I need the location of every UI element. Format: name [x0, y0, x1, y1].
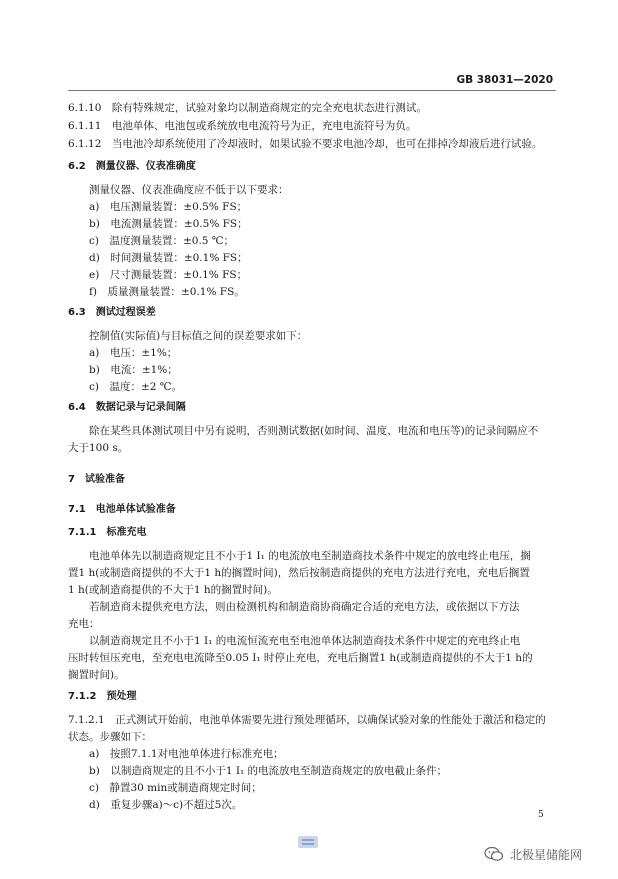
list-item: b) 电流：±1%； [89, 364, 178, 376]
paragraph-7-1-1-line: 1 h(或制造商提供的不大于1 h的搁置时间)。 [68, 584, 278, 596]
paragraph-7-1-1-line: 置1 h(或制造商提供的不大于1 h的搁置时间)，然后按制造商提供的充电方法进行充电，充电后搁置 [68, 567, 530, 579]
list-item: a) 电压测量装置：±0.5% FS； [89, 201, 248, 213]
list-item: a) 电压：±1%； [89, 347, 178, 359]
list-item: c) 温度：±2 ℃。 [89, 381, 183, 393]
header-rule [68, 90, 556, 91]
list-item: d) 时间测量装置：±0.1% FS； [89, 252, 248, 264]
list-item: b) 以制造商规定的且不小于1 I₁ 的电流放电至制造商规定的放电截止条件； [89, 765, 448, 777]
wechat-icon [484, 846, 504, 862]
list-item: e) 尺寸测量装置：±0.1% FS； [89, 269, 248, 281]
page-number: 5 [538, 810, 544, 820]
heading-7: 7 试验准备 [68, 474, 125, 485]
list-item: c) 温度测量装置：±0.5 ℃； [89, 235, 235, 247]
list-item: b) 电流测量装置：±0.5% FS； [89, 218, 248, 230]
clause-7-1-2-1-line: 7.1.2.1 正式测试开始前，电池单体需要先进行预处理循环，以确保试验对象的性能处于激活和稳定的 [68, 714, 546, 726]
paragraph-7-1-1-line: 若制造商未提供充电方法，则由检测机构和制造商协商确定合适的充电方法，或依据以下方法 [89, 601, 520, 613]
list-item: c) 静置30 min或制造商规定时间； [89, 782, 262, 794]
clause-7-1-2-1-line: 状态。步骤如下： [68, 731, 152, 743]
heading-6-3: 6.3 测试过程误差 [68, 307, 156, 318]
heading-6-2: 6.2 测量仪器、仪表准确度 [68, 161, 196, 172]
standard-number: GB 38031—2020 [456, 74, 553, 86]
list-item: f) 质量测量装置：±0.1% FS。 [89, 286, 245, 298]
clause-6-1-11: 6.1.11 电池单体、电池包或系统放电电流符号为正，充电电流符号为负。 [68, 120, 417, 132]
paragraph-7-1-1-line: 搁置时间)。 [68, 669, 125, 681]
watermark [484, 845, 582, 863]
paragraph-7-1-1-line: 充电： [68, 618, 100, 630]
paragraph-7-1-1-line: 电池单体先以制造商规定且不小于1 I₁ 的电流放电至制造商技术条件中规定的放电终止电压，搁 [89, 550, 531, 562]
paragraph-7-1-1-line: 压时转恒压充电，至充电电流降至0.05 I₁ 时停止充电，充电后搁置1 h(或制造商提供的不大于1 h的 [68, 652, 533, 664]
list-item: a) 按照7.1.1对电池单体进行标准充电； [89, 748, 284, 760]
paragraph-6-4-line: 除在某些具体测试项目中另有说明，否则测试数据(如时间、温度、电流和电压等)的记录间隔应不 [89, 425, 539, 437]
clause-6-1-10: 6.1.10 除有特殊规定，试验对象均以制造商规定的完全充电状态进行测试。 [68, 102, 427, 114]
heading-6-4: 6.4 数据记录与记录间隔 [68, 402, 186, 413]
paragraph-6-2: 测量仪器、仪表准确度应不低于以下要求： [89, 184, 289, 196]
paragraph-7-1-1-line: 以制造商规定且不小于1 I₁ 的电流恒流充电至电池单体达制造商技术条件中规定的充电终止电 [89, 635, 521, 647]
clause-6-1-12: 6.1.12 当电池冷却系统使用了冷却液时，如果试验不要求电池冷却，也可在排掉冷却液后进行试验。 [68, 138, 543, 150]
watermark-text: 北极星储能网 [510, 847, 583, 862]
list-item: d) 重复步骤a)～c)不超过5次。 [89, 799, 243, 811]
paragraph-6-4-line: 大于100 s。 [68, 442, 129, 454]
paragraph-6-3: 控制值(实际值)与目标值之间的误差要求如下： [89, 330, 308, 342]
heading-7-1: 7.1 电池单体试验准备 [68, 504, 176, 515]
heading-7-1-2: 7.1.2 预处理 [68, 691, 137, 702]
document-icon [298, 836, 318, 848]
heading-7-1-1: 7.1.1 标准充电 [68, 527, 147, 538]
